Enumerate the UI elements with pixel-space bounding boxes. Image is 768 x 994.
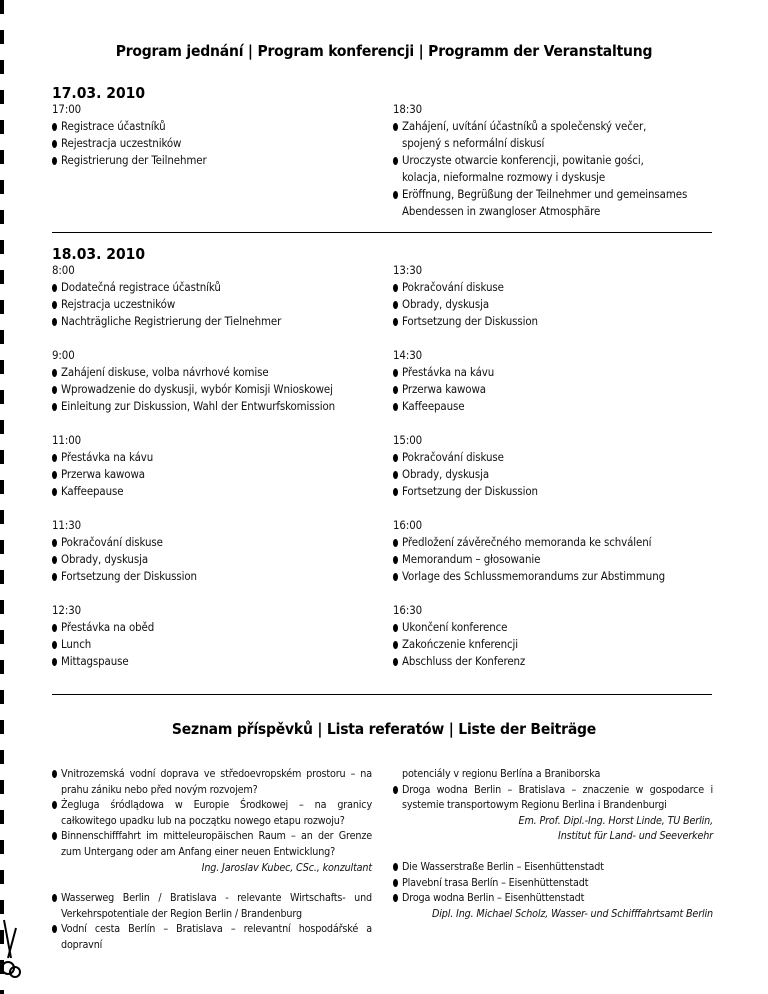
bullet-icon	[393, 539, 398, 547]
list-item: Registrierung der Teilnehmer	[52, 152, 372, 169]
list-item: Wasserweg Berlin / Bratislava - relevante Wirtschafts- und Verkehrspotentiale der Region Berlin / Brandenburg	[52, 890, 372, 921]
list-item: Droga wodna Berlin – Bratislava – znaczenie w gospodarce i systemie transportowym Regionu Berlina i Brandenburgi	[393, 782, 713, 813]
bullet-icon	[393, 879, 398, 887]
papers-right-column	[393, 766, 713, 921]
list-item: Die Wasserstraße Berlin – Eisenhüttenstadt	[393, 859, 713, 875]
bullet-icon	[52, 801, 57, 809]
list-item: Fortsetzung der Diskussion	[52, 568, 372, 585]
program-heading: Program jednání | Program konferencji | Programm der Veranstaltung	[115, 42, 653, 60]
author: Em. Prof. Dipl.-Ing. Horst Linde, TU Berlin,	[518, 813, 713, 827]
author-affiliation: Institut für Land- und Seeverkehr	[558, 829, 713, 843]
list-item: Nachträgliche Registrierung der Tielnehmer	[52, 313, 372, 330]
list-item: Einleitung zur Diskussion, Wahl der Entwurfskomission	[52, 398, 372, 415]
bullet-icon	[393, 786, 398, 794]
bullet-icon	[393, 488, 398, 496]
bullet-icon	[393, 191, 398, 199]
bullet-icon	[52, 539, 57, 547]
bullet-icon	[52, 573, 57, 581]
list-item: Obrady, dyskusja	[393, 296, 733, 313]
bullet-icon	[52, 624, 57, 632]
list-item: Obrady, dyskusja	[52, 551, 372, 568]
bullet-icon	[52, 832, 57, 840]
bullet-icon	[393, 863, 398, 871]
day2-session-16-30	[393, 602, 733, 670]
bullet-icon	[393, 658, 398, 666]
bullet-icon	[52, 925, 57, 933]
list-item: Droga wodna Berlin – Eisenhüttenstadt	[393, 890, 713, 906]
session-time: 17:00	[52, 102, 82, 116]
day2-session-8-00	[52, 262, 372, 330]
bullet-icon	[52, 123, 57, 131]
list-item: Přestávka na oběd	[52, 619, 372, 636]
list-item: Plavební trasa Berlín – Eisenhüttenstadt	[393, 875, 713, 891]
list-item: Dodatečná registrace účastníků	[52, 279, 372, 296]
list-item: Wprowadzenie do dyskusji, wybór Komisji Wnioskowej	[52, 381, 372, 398]
list-item: Pokračování diskuse	[393, 279, 733, 296]
bullet-icon	[52, 157, 57, 165]
session-time: 12:30	[52, 603, 82, 617]
author: Dipl. Ing. Michael Scholz, Wasser- und Schifffahrtsamt Berlin	[431, 906, 713, 920]
cut-line-edge	[0, 0, 4, 994]
bullet-icon	[52, 284, 57, 292]
session-time: 8:00	[52, 263, 75, 277]
list-item: Přestávka na kávu	[52, 449, 372, 466]
day1-session-17-00	[52, 101, 372, 169]
bullet-icon	[52, 471, 57, 479]
list-item: Zahájení diskuse, volba návrhové komise	[52, 364, 372, 381]
day2-session-9-00	[52, 347, 372, 415]
list-item: Zakończenie knferencji	[393, 636, 733, 653]
list-item: Przerwa kawowa	[393, 381, 733, 398]
list-item: Lunch	[52, 636, 372, 653]
session-time: 11:30	[52, 518, 82, 532]
divider	[52, 694, 712, 695]
list-item: Přestávka na kávu	[393, 364, 733, 381]
bullet-icon	[393, 284, 398, 292]
scissors-icon	[0, 918, 22, 980]
list-item: Ukončení konference	[393, 619, 733, 636]
bullet-icon	[393, 454, 398, 462]
bullet-icon	[393, 471, 398, 479]
list-item: Rejstracja uczestników	[52, 296, 372, 313]
papers-heading: Seznam příspěvků | Lista referatów | Liste der Beiträge	[171, 720, 597, 738]
list-item: Kaffeepause	[52, 483, 372, 500]
bullet-icon	[393, 318, 398, 326]
list-item: Fortsetzung der Diskussion	[393, 313, 733, 330]
bullet-icon	[393, 369, 398, 377]
session-time: 16:00	[393, 518, 423, 532]
bullet-icon	[52, 140, 57, 148]
list-item: Mittagspause	[52, 653, 372, 670]
list-item: Abschluss der Konferenz	[393, 653, 733, 670]
day1-session-18-30	[393, 101, 733, 220]
list-item: Eröffnung, Begrüßung der Teilnehmer und gemeinsames Abendessen in zwangloser Atmosphäre	[393, 186, 733, 220]
session-time: 14:30	[393, 348, 423, 362]
day2-session-14-30	[393, 347, 733, 415]
day2-session-11-00	[52, 432, 372, 500]
bullet-icon	[393, 157, 398, 165]
bullet-icon	[393, 641, 398, 649]
list-item: Zahájení, uvítání účastníků a společenský večer, spojený s neformální diskusí	[393, 118, 733, 152]
list-item: Pokračování diskuse	[52, 534, 372, 551]
session-time: 18:30	[393, 102, 423, 116]
day2-session-15-00	[393, 432, 733, 500]
bullet-icon	[393, 123, 398, 131]
list-item: Fortsetzung der Diskussion	[393, 483, 733, 500]
date-day1: 17.03. 2010	[52, 84, 146, 102]
list-item: Memorandum – głosowanie	[393, 551, 733, 568]
bullet-icon	[52, 318, 57, 326]
day2-session-16-00	[393, 517, 733, 585]
list-item: Żegluga śródlądowa w Europie Środkowej – na granicy całkowitego upadku lub na początku nowego etapu rozwoju?	[52, 797, 372, 828]
bullet-icon	[52, 894, 57, 902]
list-item: Registrace účastníků	[52, 118, 372, 135]
bullet-icon	[393, 624, 398, 632]
day2-session-11-30	[52, 517, 372, 585]
list-item: Uroczyste otwarcie konferencji, powitanie gości, kolacja, nieformalne rozmowy i dyskusje	[393, 152, 733, 186]
bullet-icon	[52, 770, 57, 778]
bullet-icon	[52, 386, 57, 394]
bullet-icon	[393, 403, 398, 411]
list-item-continuation: potenciály v regionu Berlína a Braniborska	[402, 767, 601, 780]
day2-session-13-30	[393, 262, 733, 330]
bullet-icon	[52, 403, 57, 411]
list-item: Rejestracja uczestników	[52, 135, 372, 152]
author: Ing. Jaroslav Kubec, CSc., konzultant	[201, 860, 372, 874]
bullet-icon	[52, 301, 57, 309]
bullet-icon	[393, 573, 398, 581]
bullet-icon	[52, 454, 57, 462]
session-time: 9:00	[52, 348, 75, 362]
list-item: Pokračování diskuse	[393, 449, 733, 466]
divider	[52, 232, 712, 233]
session-time: 15:00	[393, 433, 423, 447]
bullet-icon	[393, 301, 398, 309]
list-item: Binnenschifffahrt im mitteleuropäischen Raum – an der Grenze zum Untergang oder am Anfang einer neuen Entwicklung?	[52, 828, 372, 859]
list-item: Przerwa kawowa	[52, 466, 372, 483]
day2-session-12-30	[52, 602, 372, 670]
list-item: Vodní cesta Berlín – Bratislava – relevantní hospodářské a dopravní	[52, 921, 372, 952]
bullet-icon	[52, 658, 57, 666]
date-day2: 18.03. 2010	[52, 245, 146, 263]
session-time: 13:30	[393, 263, 423, 277]
bullet-icon	[52, 488, 57, 496]
list-item: Vorlage des Schlussmemorandums zur Abstimmung	[393, 568, 733, 585]
list-item: Obrady, dyskusja	[393, 466, 733, 483]
bullet-icon	[52, 641, 57, 649]
list-item: Předložení závěrečného memoranda ke schválení	[393, 534, 733, 551]
session-time: 16:30	[393, 603, 423, 617]
bullet-icon	[52, 556, 57, 564]
bullet-icon	[393, 894, 398, 902]
papers-left-column	[52, 766, 372, 953]
list-item: Kaffeepause	[393, 398, 733, 415]
bullet-icon	[52, 369, 57, 377]
bullet-icon	[393, 556, 398, 564]
list-item: Vnitrozemská vodní doprava ve středoevropském prostoru – na prahu zániku nebo před novým rozvojem?	[52, 766, 372, 797]
session-time: 11:00	[52, 433, 82, 447]
bullet-icon	[393, 386, 398, 394]
